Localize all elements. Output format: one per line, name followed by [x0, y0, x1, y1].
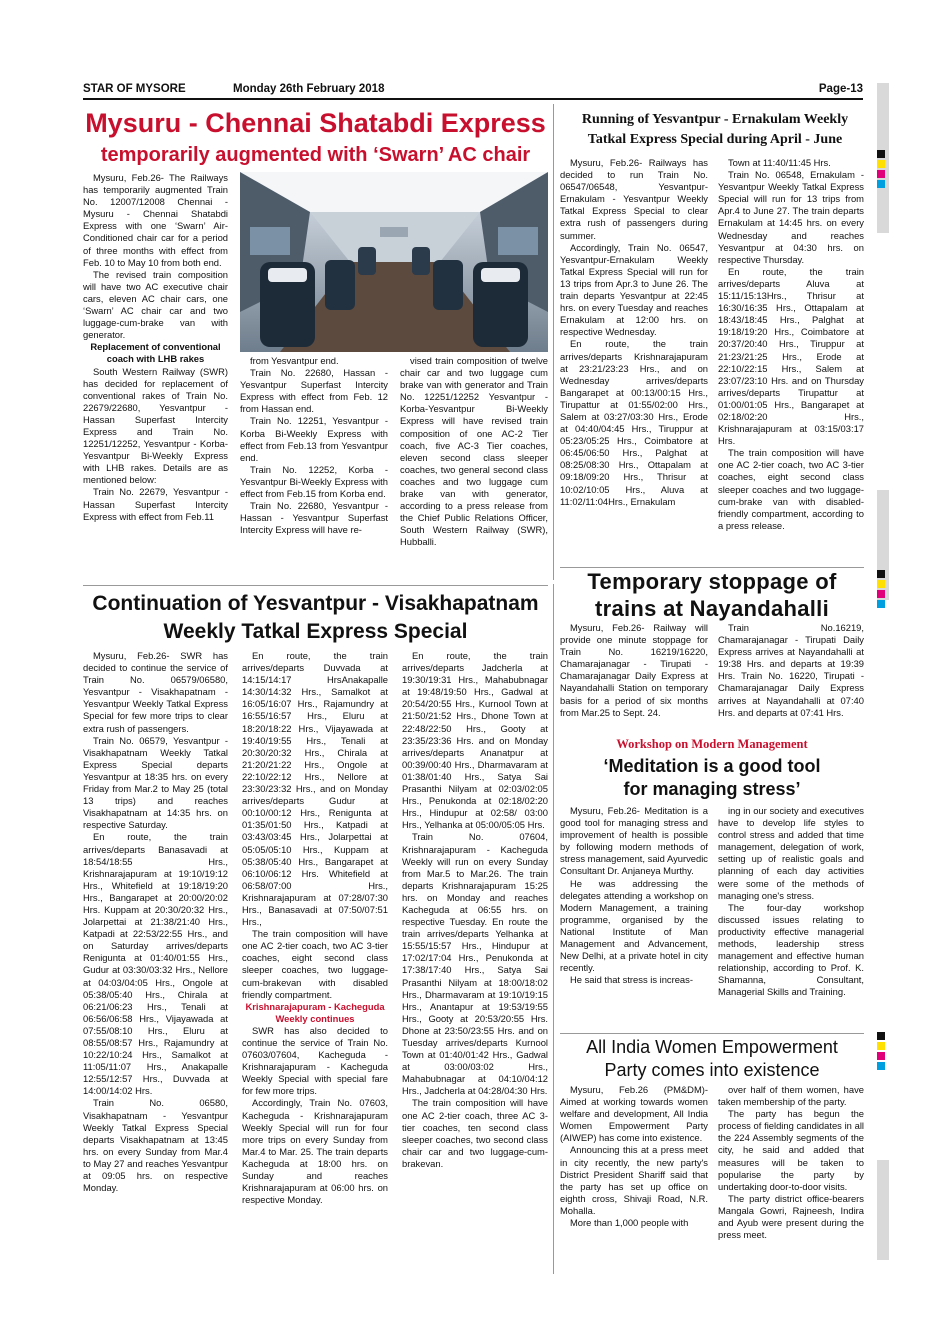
story3-paragraph: Accordingly, Train No. 07603, Kacheguda - Krishnarajapuram Weekly Special will run for four more trips on every Sunday from Mar.4 to Mar. 25. The train departs Kacheguda at 18:00 hrs. on Sunday and reaches Krishnarajapuram at 06:00 hrs. on respective Monday. — [242, 1097, 388, 1206]
story3-paragraph: Train No. 06580, Visakhapatnam - Yesvantpur Weekly Tatkal Express Special departs Visakhapatnam at 13:45 hrs. on every Sunday from Mar.4 to May 27 and reaches Yesvantpur at 09:05 hrs. on respective Monday. — [83, 1097, 228, 1194]
story6-paragraph: More than 1,000 people with — [570, 1217, 689, 1229]
issue-date: Monday 26th February 2018 — [233, 83, 385, 95]
story5-col1 — [560, 805, 708, 1031]
story1-col2 — [240, 355, 388, 583]
margin-strip-bottom — [877, 1160, 889, 1260]
story3-headline-line2: Weekly Tatkal Express Special — [163, 620, 468, 643]
story2-paragraph: Train No. 06548, Ernakulam -Yesvantpur Weekly Tatkal Express Special will run for 13 trips from Apr.4 to June 27. The train departs Ernakulam at 14:45 hrs. on every Wednesday and reaches Yesvantpur at 04:30 hrs. on respective Thursday. — [718, 169, 864, 265]
story1-paragraph: South Western Railway (SWR) has decided for replacement of conventional rakes of Train No. 22679/22680, Yesvantpur - Hassan Superfast Intercity Express and Train No. 12251/12252, Yesvantpur - Korba-Yesvantpur Bi-Weekly Express with LHB rakes. Details are as mentioned below: — [83, 365, 228, 486]
story6-col2 — [718, 1084, 864, 1270]
story3-headline-line1: Continuation of Yesvantpur - Visakhapatnam — [92, 592, 539, 615]
colorbar-yellow-2 — [877, 580, 885, 588]
divider-left-right-bottom — [553, 584, 554, 1274]
story3-paragraph: The train composition will have one AC 2-tier coach, three AC 3-tier coaches, ten second class sleeper coaches, two second class chair car and two luggage-cum-brakevan. — [402, 1097, 548, 1169]
colorbar-black-1 — [877, 150, 885, 158]
story2-headline-line2: Tatkal Express Special during April - June — [587, 132, 843, 147]
story2-paragraph: Town at 11:40/11:45 Hrs. — [728, 157, 831, 168]
margin-strip-top — [877, 83, 889, 233]
story6-paragraph: Announcing this at a press meet in city recently, the new party's District President Shariff said that the party has set up office on eighth cross, Shivaji Road, N.R. Mohalla. — [560, 1144, 708, 1216]
story3-paragraph: The train composition will have one AC 2-tier coach, two AC 3-tier coaches, eight second class sleeper coaches, two luggage-cum-brakevan with disabled friendly compartment. — [242, 928, 388, 1000]
story2-col2 — [718, 157, 864, 567]
colorbar-magenta-1 — [877, 170, 885, 178]
story5-paragraph: ing in our society and executives have to develop life styles to control stress and added that time management, delegation of work, setting up of realistic goals and planning of each day activities were some of the methods of managing one's stress. — [718, 805, 864, 901]
colorbar-cyan-1 — [877, 180, 885, 188]
story6-col1 — [560, 1084, 708, 1270]
story6-top-rule — [560, 1033, 864, 1034]
story1-subhead: Replacement of conventional coach with LHB rakes — [90, 341, 221, 365]
story1-paragraph: Mysuru, Feb.26- The Railways has temporarily augmented Train No. 12007/12008 Chennai - Mysuru - Chennai Shatabdi Express with one ‘Swarn’ Air-Conditioned chair car for a period of three months with effect from Feb. 10 to May 10 from both end. — [83, 172, 228, 268]
story4-headline-line1: Temporary stoppage of — [587, 569, 837, 594]
story1-subheadline: temporarily augmented with ‘Swarn’ AC chair — [100, 144, 531, 166]
colorbar-cyan-3 — [877, 1062, 885, 1070]
story4-col1 — [560, 622, 708, 734]
colorbar-magenta-3 — [877, 1052, 885, 1060]
colorbar-black-2 — [877, 570, 885, 578]
story4-headline-line2: trains at Nayandahalli — [594, 596, 829, 621]
colorbar-yellow-3 — [877, 1042, 885, 1050]
story3-paragraph: SWR has also decided to continue the service of Train No. 07603/07604, Kacheguda - Krishnarajapuram - Kacheguda Weekly Special with special fare for few more trips. — [242, 1024, 388, 1097]
story5-kicker: Workshop on Modern Management — [616, 737, 808, 751]
story1-paragraph: vised train composition of twelve chair car and two luggage cum brake van with generator and Train No. 12251/12252 Yesvantpur - Korba-Yesvantpur Bi-Weekly Express will have revised train composition of one AC-2 Tier coach, five AC-3 Tier coaches, eleven second class sleeper coaches, two general second class coaches and two luggage cum brake van with generator, according to a press release from the Chief Public Relations Officer, South Western Railway (SWR), Hubballi. — [400, 355, 548, 548]
story3-col1 — [83, 650, 228, 1272]
colorbar-black-3 — [877, 1032, 885, 1040]
story5-headline-line1: ‘Meditation is a good tool — [603, 756, 821, 776]
story6-paragraph: The party district office-bearers Mangala Gowri, Rajneesh, Indira and Ayub were present during the press meet. — [718, 1192, 864, 1241]
story1-col1 — [83, 172, 228, 582]
story6-paragraph: over half of them women, have taken membership of the party. — [718, 1084, 864, 1108]
story3-paragraph: Train No. 06579, Yesvantpur - Visakhapatnam Weekly Tatkal Express Special departs Yesvantpur at 18:35 hrs. on every Friday from Mar.2 to May 25 (total 13 trips) and reaches Visakhapatnam at 14:35 hrs. on respective Saturday. — [83, 734, 228, 831]
story5-paragraph: He said that stress is increas- — [570, 974, 693, 986]
story3-col3 — [402, 650, 548, 1272]
story1-paragraph: The revised train composition will have two AC executive chair cars, eleven AC chair cars, one ‘Swarn’ AC chair car and two luggage-cum-brake van with generator. — [83, 268, 228, 341]
train-coach-image — [240, 172, 548, 352]
story4-paragraph: Mysuru, Feb.26- Railway will provide one minute stoppage for Train No. 16219/16220, Chamarajanagar - Tirupati - Chamarajanagar Daily Express at Nayandahalli Station on temporary basis for a period of six months from Mar.25 to Sept. 24. — [560, 622, 708, 718]
story3-subhead: Krishnarajapuram - Kacheguda Weekly continues — [245, 1000, 385, 1024]
story6-headline-line2: Party comes into existence — [604, 1060, 820, 1080]
story5-paragraph: The four-day workshop discussed issues relating to productivity effective managerial methods, leadership stress management and effective human relationship, according to Prof. K. Shamanna, Consultant, Managerial Skills and Training. — [718, 901, 864, 998]
train-interior-photo — [240, 172, 548, 352]
story2-col1 — [560, 157, 708, 567]
story5-headline-line2: for managing stress’ — [623, 779, 801, 799]
story2-paragraph: En route, the train arrives/departs Krishnarajapuram at 23:21/23:23 Hrs., and on Wednesday arrives/departs Bangarapet at 00:13/00:15 Hrs., Tirupattur at 01:55/02:00 Hrs., Salem at 03:27/03:30 Hrs., Erode at 04:40/04:45 Hrs., Tiruppur at 05:23/05:25 Hrs., Coimbatore at 06:45/06:50 Hrs., Palghat at 08:25/08:30 Hrs., Ottapalam at 09:18/09:20 Hrs., Thrisur at 10:02/10:05 Hrs., Aluva at 11:02/11:04Hrs., Ernakulam — [560, 338, 708, 507]
colorbar-magenta-2 — [877, 590, 885, 598]
story3-paragraph: En route, the train arrives/departs Duvvada at 14:15/14:17 HrsAnakapalle 14:30/14:32 Hrs., Samalkot at 16:05/16:07 Hrs., Rajamundry at 16:55/16:57 Hrs., Eluru at 18:20/18:22 Hrs., Vijayawada at 19:40/19:55 Hrs., Tenali at 20:30/20:32 Hrs., Chirala at 21:20/21:22 Hrs., Ongole at 22:10/22:12 Hrs., Nellore at 23:30/23:32 Hrs., and on Monday arrives/departs Gudur at 00:10/00:12 Hrs., Renigunta at 01:35/01:50 Hrs., Katpadi at 03:43/03:45 Hrs., Jolarpettai at 05:05/05:10 Hrs., Kuppam at 05:38/05:40 Hrs., Bangarapet at 06:10/06:12 Hrs. Whitefield at 06:58/07:00 Hrs., Krishnarajapuram at 07:28/07:30 Hrs., Banasavadi at 07:50/07:51 Hrs., — [242, 650, 388, 928]
story6-headline-line1: All India Women Empowerment — [586, 1037, 838, 1057]
masthead-rule — [83, 98, 863, 100]
story1-paragraph: Train No. 22679, Yesvantpur - Hassan Superfast Intercity Express with effect from Feb.11 — [83, 486, 228, 522]
masthead — [83, 83, 863, 97]
story6-paragraph: The party has begun the process of fielding candidates in all the 224 Assembly segments of the city, he said and added that measures will be taken to popularise the party by undertaking door-to-door visits. — [718, 1108, 864, 1192]
story2-headline-line1: Running of Yesvantpur - Ernakulam Weekly — [581, 112, 849, 127]
story2-paragraph: En route, the train arrives/departs Aluva at 15:11/15:13Hrs., Thrisur at 16:30/16:35 Hrs., Ottapalam at 18:43/18:45 Hrs., Palghat at 19:18/19:20 Hrs., Coimbatore at 20:37/20:40 Hrs., Tiruppur at 21:23/21:25 Hrs., Erode at 22:10/22:15 Hrs., Salem at 23:07/23:10 Hrs. and on Thursday arrives/departs Tirupattur at 01:00/01:05 Hrs., Bangarapet at 02:18/02:20 Hrs., Krishnarajapuram at 03:15/03:17 Hrs. — [718, 265, 864, 447]
story1-paragraph: Train No. 22680, Yesvantpur -Hassan - Yesvantpur Superfast Intercity Express will have re- — [240, 500, 388, 536]
story3-paragraph: Mysuru, Feb.26- SWR has decided to continue the service of Train No. 06579/06580, Yesvantpur - Visakhapatnam - Yesvantpur Weekly Tatkal Express Special for few more trips to clear extra rush of passengers. — [83, 650, 228, 734]
story6-paragraph: Mysuru, Feb.26 (PM&DM)- Aimed at working towards women welfare and development, All India Women Empowerment Party (AIWEP) has come into existence. — [560, 1084, 708, 1144]
story1-paragraph: Train No. 12252, Korba - Yesvantpur Bi-Weekly Express with effect from Feb.15 from Korba end. — [240, 463, 388, 500]
story3-paragraph: Train No. 07604, Krishnarajapuram - Kacheguda Weekly will run on every Sunday from Mar.5 to Mar.26. The train departs Krishnarajapuram 15:25 hrs. on Monday and reaches Kacheguda at 06:55 hrs. on respective Tuesday. En route the train arrives/departs Yelhanka at 15:55/15:57 Hrs., Hindupur at 17:02/17:04 Hrs., Penukonda at 17:38/17:40 Hrs., Satya Sai Prasanthi Nilyam at 18:00/18:02 Hrs., Dharmavaram at 19:10/19:15 Hrs., Anantapur at 19:53/19:55 Hrs., Gooty at 20:53/20:55 Hrs. Dhone at 23:50/23:55 Hrs. and on Tuesday arrives/departs Kurnool Town at 01:40/01:42 Hrs., Gadwal at 03:00/03:02 Hrs., Mahabubnagar at 04:10/04:12 Hrs., Jadcherla at 04:28/04:30 Hrs. — [402, 831, 548, 1097]
story1-paragraph: Train No. 22680, Hassan - Yesvantpur Superfast Intercity Express with effect from Feb. 12 from Hassan end. — [240, 367, 388, 415]
story1-paragraph: Train No. 12251, Yesvantpur - Korba Bi-Weekly Express with effect from Feb.13 from Yesvantpur end. — [240, 415, 388, 463]
story5-col2 — [718, 805, 864, 1031]
story3-col2 — [242, 650, 388, 1272]
story3-paragraph: En route, the train arrives/departs Jadcherla at 19:30/19:31 Hrs., Mahabubnagar at 19:48/19:50 Hrs., Gadwal at 20:54/20:55 Hrs., Kurnool Town at 21:50/21:52 Hrs., Dhone Town at 22:48/22:50 Hrs., Gooty at 23:35/23:36 Hrs. and on Monday arrives/departs Ananatpur at 00:39/00:40 Hrs., Dharmavaram at 01:38/01:40 Hrs., Satya Sai Prasanthi Nilyam at 02:03/02:05 Hrs., Penukonda at 02:18/02:20 Hrs., Hindupur at 02:58/ 03:00 Hrs., Yelhanka at 05:00/05:05 Hrs. — [402, 650, 548, 831]
story4-col2 — [718, 622, 864, 734]
page-number: Page-13 — [818, 83, 863, 95]
story5-paragraph: Mysuru, Feb.26- Meditation is a good tool for managing stress and improvement of health is possible by following modern methods of stress management, said Ayurvedic Consultant Dr. Anjaneya Murthy. — [560, 805, 708, 877]
paper-name: STAR OF MYSORE — [83, 83, 186, 95]
story5-paragraph: He was addressing the delegates attending a workshop on Modern Management, a training programme, organised by the National Institute of Man Management and Advancement, New Delhi, at a private hotel in city recently. — [560, 877, 708, 974]
story3-paragraph: En route, the train arrives/departs Banasavadi at 18:54/18:55 Hrs., Krishnarajapuram at 19:10/19:12 Hrs., Whitefield at 19:18/19:20 Hrs., Bangarapet at 20:00/20:02 Hrs. Kuppam at 20:30/20:32 Hrs., Jolarpettai at 21:38/21:40 Hrs., Katpadi at 22:53/22:55 Hrs., and on Saturday arrives/departs Renigunta at 01:40/01:55 Hrs., Gudur at 03:30/03:32 Hrs., Nellore at 04:03/04:05 Hrs., Ongole at 05:38/05:40 Hrs., Chirala at 06:21/06:23 Hrs., Tenali at 06:56/06:58 Hrs., Vijayawada at 07:55/08:10 Hrs., Eluru at 08:55/08:57 Hrs., Rajamundry at 10:22/10:24 Hrs., Samalkot at 11:05/11:07 Hrs., Anakapalle 12:55/12:57 Hrs., Duvvada at 14:00/14:02 Hrs. — [83, 831, 228, 1097]
story1-col3 — [400, 355, 548, 583]
divider-left-right-top — [553, 104, 554, 580]
story2-paragraph: The train composition will have one AC 2-tier coach, two AC 3-tier coaches, eight second class sleeper coaches and two luggage-cum-brake van with disabled-friendly compartment, according to a press release. — [718, 447, 864, 531]
story2-paragraph: Accordingly, Train No. 06547, Yesvantpur-Ernakulam Weekly Tatkal Express Special will run for 13 trips from Apr.3 to June 26. The train departs Yesvantpur at 22:45 hrs. on every Tuesday and reaches Ernakulam at 12:00 hrs. on respective Wednesday. — [560, 241, 708, 338]
story2-paragraph: Mysuru, Feb.26- Railways has decided to run Train No. 06547/06548, Yesvantpur-Ernakulam - Yesvantpur Weekly Tatkal Express Special to clear extra rush of passengers during summer. — [560, 157, 708, 241]
colorbar-yellow-1 — [877, 160, 885, 168]
colorbar-cyan-2 — [877, 600, 885, 608]
story1-headline: Mysuru - Chennai Shatabdi Express — [85, 108, 546, 138]
story3-top-rule — [83, 585, 548, 586]
story1-paragraph: from Yesvantpur end. — [250, 355, 339, 366]
story4-paragraph: Train No.16219, Chamarajanagar - Tirupati Daily Express arrives at Nayandahalli at 19:38 Hrs. and departs at 19:39 Hrs. Train No. 16220, Tirupati - Chamarajanagar Daily Express arrives at Nayandahalli at 07:40 Hrs. and departs at 07:41 Hrs. — [718, 622, 864, 718]
